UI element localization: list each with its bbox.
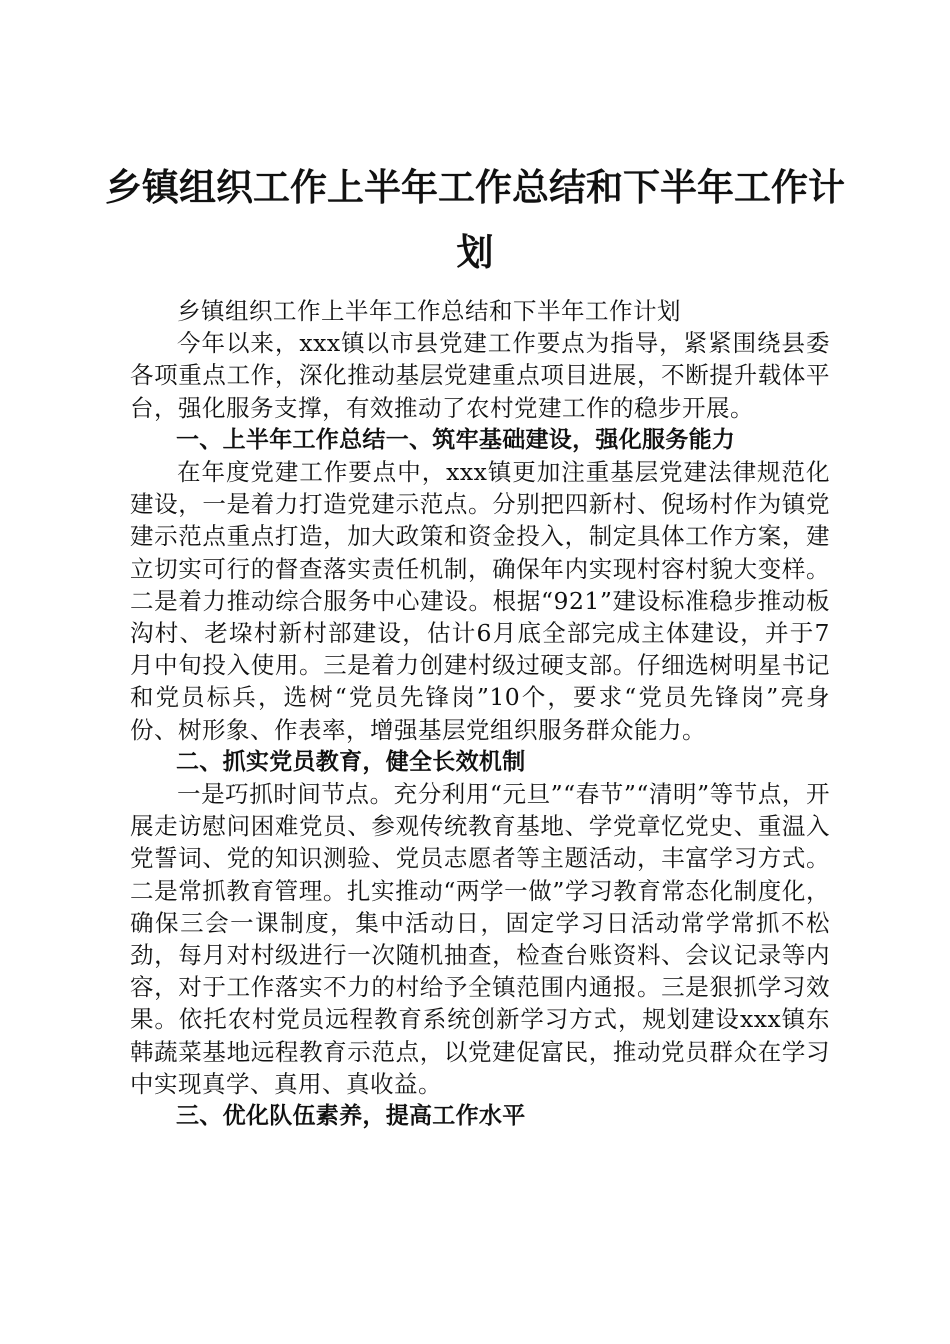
section-heading-1: 一、上半年工作总结一、筑牢基础建设，强化服务能力 (176, 426, 736, 453)
document-body (130, 295, 830, 1132)
section-heading-2: 二、抓实党员教育，健全长效机制 (176, 748, 526, 775)
section-heading-3: 三、优化队伍素养，提高工作水平 (176, 1103, 526, 1130)
section-paragraph-2: 一是巧抓时间节点。充分利用“元旦”“春节”“清明”等节点，开展走访慰问困难党员、参观传统教育基地、学党章忆党史、重温入党誓词、党的知识测验、党员志愿者等主题活动，丰富学习方式。二是常抓教育管理。扎实推动“两学一做”学习教育常态化制度化，确保三会一课制度，集中活动日，固定学习日活动常学常抓不松劲，每月对村级进行一次随机抽查，检查台账资料、会议记录等内容，对于工作落实不力的村给予全镇范围内通报。三是狠抓学习效果。依托农村党员远程教育系统创新学习方式，规划建设xxx镇东韩蔬菜基地远程教育示范点，以党建促富民，推动党员群众在学习中实现真学、真用、真收益。 (130, 780, 830, 1098)
section-paragraph-1: 在年度党建工作要点中，xxx镇更加注重基层党建法律规范化建设，一是着力打造党建示范点。分别把四新村、倪场村作为镇党建示范点重点打造，加大政策和资金投入，制定具体工作方案，建立切实可行的督查落实责任机制，确保年内实现村容村貌大变样。二是着力推动综合服务中心建设。根据“921”建设标准稳步推动板沟村、老垜村新村部建设，估计6月底全部完成主体建设，并于7月中旬投入使用。三是着力创建村级过硬支部。仔细选树明星书记和党员标兵，选树“党员先锋岗”10个，要求“党员先锋岗”亮身份、树形象、作表率，增强基层党组织服务群众能力。 (130, 458, 830, 744)
subtitle-paragraph: 乡镇组织工作上半年工作总结和下半年工作计划 (177, 297, 681, 325)
document-title: 乡镇组织工作上半年工作总结和下半年工作计划 (105, 166, 845, 274)
intro-paragraph: 今年以来，xxx镇以市县党建工作要点为指导，紧紧围绕县委各项重点工作，深化推动基层党建重点项目进展，不断提升载体平台，强化服务支撑，有效推动了农村党建工作的稳步开展。 (130, 329, 830, 422)
